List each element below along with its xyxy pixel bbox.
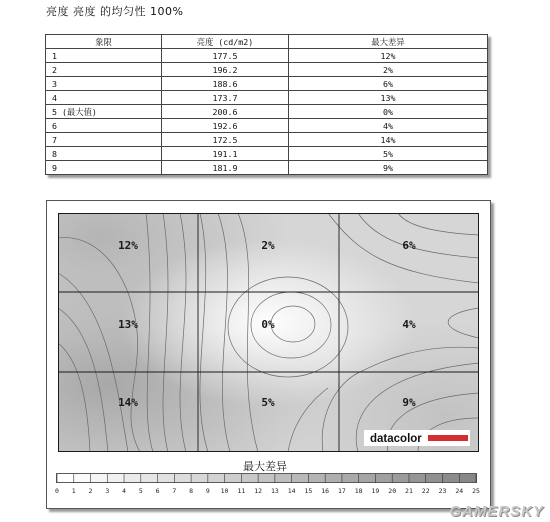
scale-cell (275, 474, 292, 482)
scale-tick-label: 13 (270, 487, 279, 495)
quadrant-8-label: 5% (261, 396, 275, 409)
scale-tick-label: 21 (405, 487, 413, 495)
scale-tick-label: 5 (138, 487, 143, 495)
scale-cell (91, 474, 108, 482)
luminance-cell: 173.7 (162, 91, 289, 105)
scale-cell (442, 474, 459, 482)
quadrant-9-label: 9% (402, 396, 416, 409)
scale-tick-label: 23 (438, 487, 447, 495)
luminance-cell: 196.2 (162, 63, 289, 77)
scale-tick-label: 6 (155, 487, 160, 495)
quadrant-2-label: 2% (261, 239, 275, 252)
scale-tick-label: 17 (338, 487, 346, 495)
scale-tick-label: 0 (55, 487, 59, 495)
quadrant-6-label: 4% (402, 318, 416, 331)
quadrant-5-label: 0% (261, 318, 275, 331)
quadrant-cell: 1 (46, 49, 162, 63)
scale-cell (225, 474, 242, 482)
column-header: 最大差异 (289, 35, 488, 49)
scale-tick-label: 22 (421, 487, 430, 495)
luminance-cell: 177.5 (162, 49, 289, 63)
table-row (46, 161, 488, 175)
deviation-cell: 0% (289, 105, 488, 119)
quadrant-cell: 4 (46, 91, 162, 105)
scale-cell (191, 474, 208, 482)
scale-cell (57, 474, 74, 482)
logo-red-bar (428, 435, 468, 441)
scale-cell (426, 474, 443, 482)
scale-cell (459, 474, 476, 482)
scale-cell (174, 474, 191, 482)
scale-cell (258, 474, 275, 482)
table-row (46, 147, 488, 161)
scale-tick-label: 11 (237, 487, 246, 495)
table-row (46, 105, 488, 119)
deviation-cell: 4% (289, 119, 488, 133)
deviation-cell: 6% (289, 77, 488, 91)
luminance-cell: 191.1 (162, 147, 289, 161)
scale-tick-label: 25 (472, 487, 480, 495)
column-header: 象限 (46, 35, 162, 49)
deviation-cell: 5% (289, 147, 488, 161)
scale-cell (375, 474, 392, 482)
luminance-table-container (45, 34, 488, 175)
quadrant-cell: 5 (最大值) (46, 105, 162, 119)
quadrant-4-label: 13% (118, 318, 138, 331)
scale-tick-label: 9 (205, 487, 210, 495)
scale-tick-label: 3 (105, 487, 110, 495)
table-row (46, 133, 488, 147)
table-row (46, 63, 488, 77)
table-row (46, 91, 488, 105)
quadrant-cell: 6 (46, 119, 162, 133)
datacolor-logo (364, 430, 470, 446)
scale-tick-label: 18 (354, 487, 363, 495)
scale-cell (359, 474, 376, 482)
table-row (46, 119, 488, 133)
quadrant-1-label: 12% (118, 239, 138, 252)
quadrant-cell: 9 (46, 161, 162, 175)
scale-tick-label: 2 (88, 487, 93, 495)
scale-cell (74, 474, 91, 482)
scale-tick-label: 12 (254, 487, 263, 495)
scale-tick-label: 10 (220, 487, 229, 495)
logo-text: datacolor (370, 433, 422, 445)
deviation-scale (56, 470, 482, 498)
table-row (46, 77, 488, 91)
quadrant-3-label: 6% (402, 239, 416, 252)
scale-tick-label: 7 (172, 487, 177, 495)
deviation-cell: 14% (289, 133, 488, 147)
scale-cell (241, 474, 258, 482)
scale-cell (124, 474, 141, 482)
scale-tick-labels (55, 487, 480, 495)
scale-tick-label: 20 (388, 487, 397, 495)
deviation-cell: 2% (289, 63, 488, 77)
luminance-cell: 192.6 (162, 119, 289, 133)
luminance-cell: 200.6 (162, 105, 289, 119)
luminance-cell: 188.6 (162, 77, 289, 91)
scale-tick-label: 15 (304, 487, 313, 495)
scale-tick-label: 8 (189, 487, 194, 495)
watermark: GAMERSKY (449, 503, 544, 520)
uniformity-contour-map (58, 213, 479, 452)
scale-cell (308, 474, 325, 482)
table-header-row (46, 35, 488, 49)
luminance-cell: 172.5 (162, 133, 289, 147)
quadrant-cell: 7 (46, 133, 162, 147)
scale-cell (342, 474, 359, 482)
deviation-cell: 13% (289, 91, 488, 105)
scale-tick-label: 16 (321, 487, 330, 495)
table-row (46, 49, 488, 63)
scale-cell (392, 474, 409, 482)
scale-cell (158, 474, 175, 482)
column-header: 亮度 (cd/m2) (162, 35, 289, 49)
deviation-cell: 12% (289, 49, 488, 63)
deviation-cell: 9% (289, 161, 488, 175)
scale-cell (107, 474, 124, 482)
scale-gradient (57, 474, 476, 483)
scale-cell (325, 474, 342, 482)
scale-cell (409, 474, 426, 482)
scale-cell (141, 474, 158, 482)
luminance-cell: 181.9 (162, 161, 289, 175)
scale-tick-label: 1 (71, 487, 76, 495)
luminance-table (45, 34, 488, 175)
scale-tick-label: 14 (287, 487, 296, 495)
scale-tick-label: 19 (371, 487, 380, 495)
quadrant-cell: 8 (46, 147, 162, 161)
scale-cell (208, 474, 225, 482)
quadrant-cell: 2 (46, 63, 162, 77)
page-title: 亮度 亮度 的均匀性 100% (46, 5, 184, 18)
scale-tick-label: 24 (455, 487, 464, 495)
quadrant-7-label: 14% (118, 396, 138, 409)
scale-title: 最大差异 (243, 460, 287, 473)
quadrant-cell: 3 (46, 77, 162, 91)
scale-cell (292, 474, 309, 482)
scale-tick-label: 4 (122, 487, 127, 495)
